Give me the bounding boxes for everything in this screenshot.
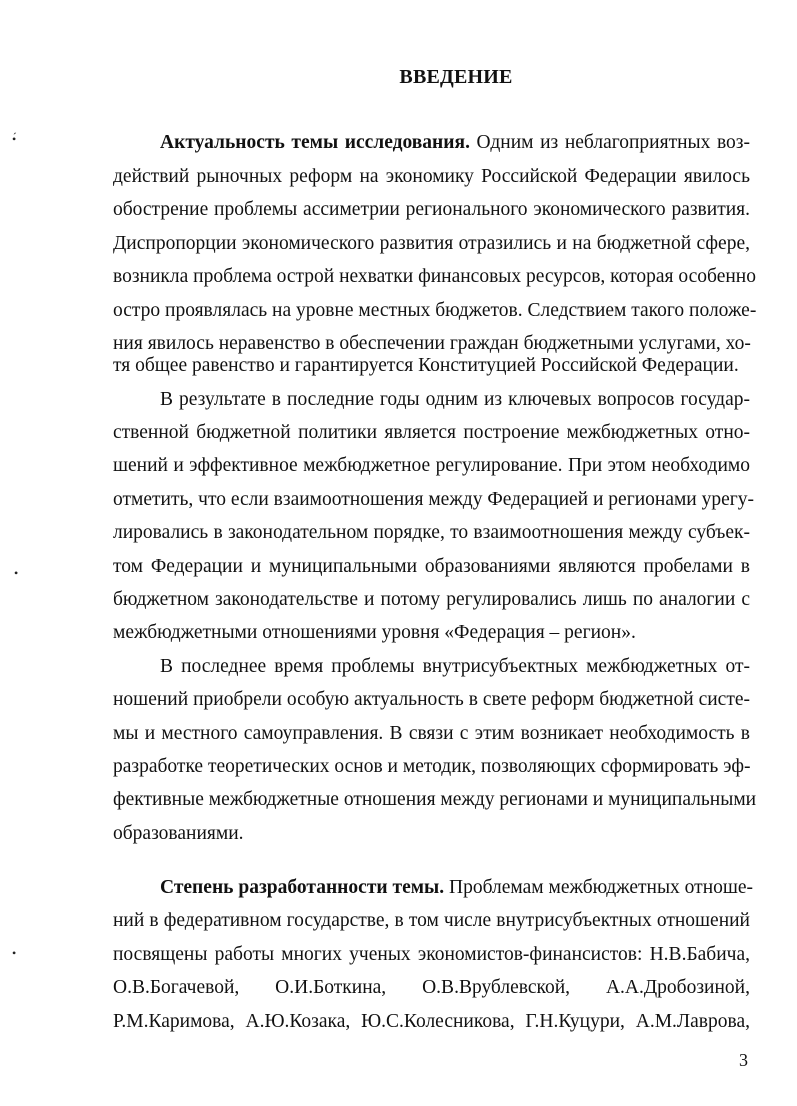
paragraph-2-line-7: бюджетном законодательстве и потому регулировались лишь по аналогии с: [113, 589, 750, 610]
paragraph-4-line-2: ний в федеративном государстве, в том числе внутрисубъектных отношений: [113, 910, 750, 931]
paragraph-3-line-6: образованиями.: [113, 823, 244, 844]
paragraph-2-line-1: В результате в последние годы одним из ключевых вопросов государ-: [160, 389, 750, 410]
paragraph-4-line-5: Р.М.Каримова, А.Ю.Козака, Ю.С.Колесникова, Г.Н.Куцури, А.М.Лаврова,: [113, 1011, 750, 1032]
paragraph-3-line-2: ношений приобрели особую актуальность в свете реформ бюджетной систе-: [113, 689, 750, 710]
paragraph-2-line-4: отметить, что если взаимоотношения между Федерацией и регионами урегу-: [113, 489, 755, 510]
paragraph-3-line-3: мы и местного самоуправления. В связи с этим возникает необходимость в: [113, 723, 750, 744]
paragraph-2-line-6: том Федерации и муниципальными образованиями являются пробелами в: [113, 556, 750, 577]
paragraph-2-line-2: ственной бюджетной политики является построение межбюджетных отно-: [113, 422, 750, 443]
paragraph-1-text: Одним из неблагоприятных воз-: [476, 132, 751, 153]
scan-mark-top: •́: [12, 132, 17, 146]
paragraph-2-line-8: межбюджетными отношениями уровня «Федерация – регион».: [113, 622, 636, 643]
paragraph-3-line-4: разработке теоретических основ и методик, позволяющих сформировать эф-: [113, 756, 751, 777]
scan-mark-middle: •: [14, 566, 19, 580]
section-heading-relevance: Актуальность темы исследования.: [160, 132, 470, 153]
scan-mark-bottom: •: [12, 946, 17, 960]
paragraph-4-line-3: посвящены работы многих ученых экономистов-финансистов: Н.В.Бабича,: [113, 944, 750, 965]
paragraph-1-line-1: [160, 131, 750, 155]
paragraph-1-line-3: обострение проблемы ассиметрии регионального экономического развития.: [113, 199, 750, 220]
paragraph-1-line-7: ния явилось неравенство в обеспечении граждан бюджетными услугами, хо-: [113, 333, 751, 354]
page-title: ВВЕДЕНИЕ: [399, 66, 513, 88]
paragraph-1-line-5: возникла проблема острой нехватки финансовых ресурсов, которая особенно: [113, 266, 756, 287]
paragraph-3-line-1: В последнее время проблемы внутрисубъектных межбюджетных от-: [160, 656, 750, 677]
paragraph-1-line-6: остро проявлялась на уровне местных бюджетов. Следствием такого положе-: [113, 300, 757, 321]
paragraph-3-line-5: фективные межбюджетные отношения между регионами и муниципальными: [113, 789, 757, 810]
paragraph-2-line-5: лировались в законодательном порядке, то взаимоотношения между субъек-: [113, 522, 750, 543]
paragraph-1-line-2: действий рыночных реформ на экономику Российской Федерации явилось: [113, 166, 750, 187]
paragraph-4-text: Проблемам межбюджетных отноше-: [449, 877, 754, 898]
paragraph-1-line-4: Диспропорции экономического развития отразились и на бюджетной сфере,: [113, 233, 750, 254]
paragraph-1-line-8: тя общее равенство и гарантируется Конституцией Российской Федерации.: [113, 355, 739, 376]
paragraph-4-line-4: О.В.Богачевой, О.И.Боткина, О.В.Врублевской, А.А.Дробозиной,: [113, 977, 750, 998]
paragraph-4-line-1: [160, 876, 754, 900]
paragraph-2-line-3: шений и эффективное межбюджетное регулирование. При этом необходимо: [113, 455, 750, 476]
page-number: 3: [739, 1050, 748, 1070]
section-heading-development-degree: Степень разработанности темы.: [160, 877, 445, 898]
